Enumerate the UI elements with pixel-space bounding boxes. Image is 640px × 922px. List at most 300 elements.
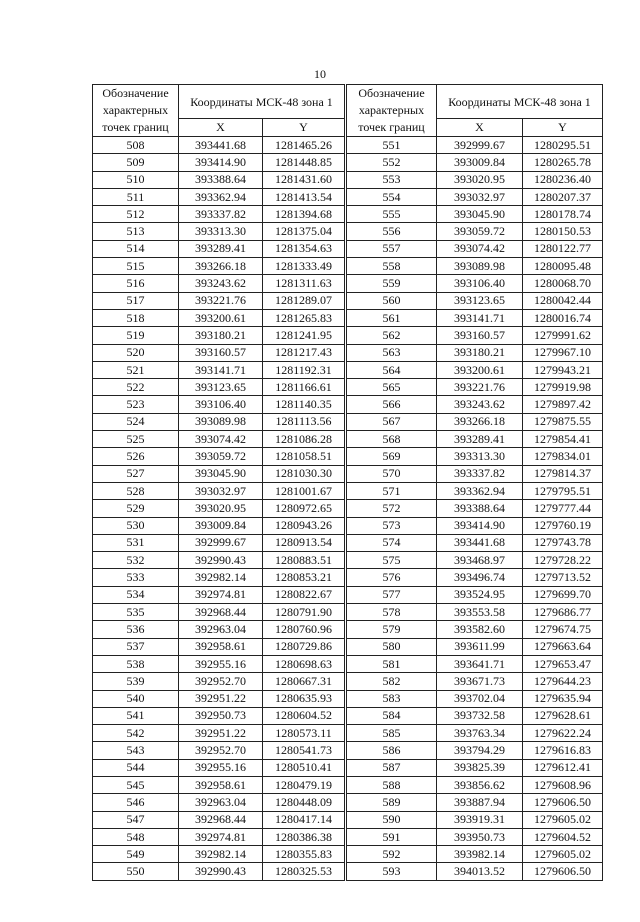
y-coordinate-cell: 1281465.26	[263, 137, 345, 154]
x-coordinate-cell: 392951.22	[179, 690, 263, 707]
point-id-cell: 535	[93, 604, 179, 621]
x-coordinate-cell: 392968.44	[179, 604, 263, 621]
point-id-cell: 564	[347, 361, 437, 378]
y-coordinate-cell: 1279834.01	[523, 448, 603, 465]
table-row	[93, 361, 345, 378]
coordinates-table-right	[346, 84, 603, 881]
x-coordinate-cell: 393289.41	[437, 431, 523, 448]
x-coordinate-cell: 393337.82	[179, 206, 263, 223]
x-coordinate-cell: 393180.21	[179, 327, 263, 344]
y-coordinate-cell: 1279814.37	[523, 465, 603, 482]
table-row	[347, 846, 603, 863]
table-row	[93, 292, 345, 309]
point-id-cell: 572	[347, 500, 437, 517]
point-label-header: Обозначение характерных точек границ	[347, 85, 437, 137]
point-id-cell: 557	[347, 240, 437, 257]
point-id-cell: 577	[347, 586, 437, 603]
y-coordinate-cell: 1281431.60	[263, 171, 345, 188]
point-id-cell: 544	[93, 759, 179, 776]
point-id-cell: 526	[93, 448, 179, 465]
x-coordinate-cell: 393243.62	[179, 275, 263, 292]
y-coordinate-cell: 1281289.07	[263, 292, 345, 309]
point-id-cell: 511	[93, 188, 179, 205]
table-row	[347, 811, 603, 828]
y-coordinate-cell: 1280791.90	[263, 604, 345, 621]
point-id-cell: 513	[93, 223, 179, 240]
table-row	[347, 448, 603, 465]
table-row	[93, 586, 345, 603]
table-row	[93, 258, 345, 275]
y-coordinate-cell: 1281166.61	[263, 379, 345, 396]
point-id-cell: 547	[93, 811, 179, 828]
y-coordinate-cell: 1281058.51	[263, 448, 345, 465]
x-coordinate-cell: 392951.22	[179, 725, 263, 742]
table-row	[93, 482, 345, 499]
point-id-cell: 524	[93, 413, 179, 430]
table-row	[93, 154, 345, 171]
x-coordinate-cell: 393020.95	[179, 500, 263, 517]
table-row	[347, 223, 603, 240]
table-row	[347, 206, 603, 223]
y-column-header: Y	[523, 119, 603, 137]
point-id-cell: 584	[347, 707, 437, 724]
y-coordinate-cell: 1281375.04	[263, 223, 345, 240]
y-coordinate-cell: 1279616.83	[523, 742, 603, 759]
x-coordinate-cell: 393496.74	[437, 569, 523, 586]
point-id-cell: 509	[93, 154, 179, 171]
x-coordinate-cell: 393180.21	[437, 344, 523, 361]
x-coordinate-cell: 393243.62	[437, 396, 523, 413]
y-coordinate-cell: 1281448.85	[263, 154, 345, 171]
point-id-cell: 573	[347, 517, 437, 534]
x-coordinate-cell: 392990.43	[179, 863, 263, 880]
table-row	[93, 846, 345, 863]
point-id-cell: 551	[347, 137, 437, 154]
point-id-cell: 546	[93, 794, 179, 811]
y-coordinate-cell: 1279606.50	[523, 863, 603, 880]
table-row	[93, 534, 345, 551]
table-row	[93, 413, 345, 430]
table-row	[93, 309, 345, 326]
table-row	[347, 500, 603, 517]
table-row	[93, 431, 345, 448]
point-id-cell: 583	[347, 690, 437, 707]
table-row	[347, 828, 603, 845]
x-coordinate-cell: 393266.18	[437, 413, 523, 430]
x-coordinate-cell: 392982.14	[179, 569, 263, 586]
table-row	[347, 379, 603, 396]
y-coordinate-cell: 1280068.70	[523, 275, 603, 292]
point-id-cell: 587	[347, 759, 437, 776]
x-coordinate-cell: 393089.98	[179, 413, 263, 430]
y-coordinate-cell: 1279644.23	[523, 673, 603, 690]
x-coordinate-cell: 393982.14	[437, 846, 523, 863]
table-row	[93, 655, 345, 672]
point-id-cell: 580	[347, 638, 437, 655]
table-row	[347, 569, 603, 586]
x-coordinate-cell: 393160.57	[437, 327, 523, 344]
table-row	[93, 621, 345, 638]
x-coordinate-cell: 392974.81	[179, 586, 263, 603]
table-row	[347, 690, 603, 707]
point-id-cell: 575	[347, 552, 437, 569]
y-coordinate-cell: 1281192.31	[263, 361, 345, 378]
point-id-cell: 578	[347, 604, 437, 621]
table-row	[347, 344, 603, 361]
y-coordinate-cell: 1281140.35	[263, 396, 345, 413]
coord-group-header: Координаты МСК-48 зона 1	[437, 85, 603, 119]
y-coordinate-cell: 1281311.63	[263, 275, 345, 292]
y-coordinate-cell: 1279699.70	[523, 586, 603, 603]
y-coordinate-cell: 1280016.74	[523, 309, 603, 326]
point-id-cell: 593	[347, 863, 437, 880]
point-id-cell: 552	[347, 154, 437, 171]
table-row	[93, 275, 345, 292]
y-column-header: Y	[263, 119, 345, 137]
y-coordinate-cell: 1280635.93	[263, 690, 345, 707]
point-id-cell: 520	[93, 344, 179, 361]
y-coordinate-cell: 1281217.43	[263, 344, 345, 361]
point-id-cell: 518	[93, 309, 179, 326]
x-coordinate-cell: 393020.95	[437, 171, 523, 188]
x-coordinate-cell: 393950.73	[437, 828, 523, 845]
point-id-cell: 529	[93, 500, 179, 517]
table-row	[93, 776, 345, 793]
x-coordinate-cell: 393141.71	[437, 309, 523, 326]
y-coordinate-cell: 1279622.24	[523, 725, 603, 742]
y-coordinate-cell: 1281241.95	[263, 327, 345, 344]
x-column-header: X	[179, 119, 263, 137]
table-row	[347, 863, 603, 880]
y-coordinate-cell: 1279943.21	[523, 361, 603, 378]
y-coordinate-cell: 1279663.64	[523, 638, 603, 655]
x-coordinate-cell: 393074.42	[179, 431, 263, 448]
table-row	[347, 275, 603, 292]
y-coordinate-cell: 1280913.54	[263, 534, 345, 551]
y-coordinate-cell: 1279728.22	[523, 552, 603, 569]
y-coordinate-cell: 1280265.78	[523, 154, 603, 171]
y-coordinate-cell: 1281113.56	[263, 413, 345, 430]
point-id-cell: 589	[347, 794, 437, 811]
point-id-cell: 514	[93, 240, 179, 257]
y-coordinate-cell: 1279713.52	[523, 569, 603, 586]
point-id-cell: 530	[93, 517, 179, 534]
x-coordinate-cell: 393009.84	[437, 154, 523, 171]
x-column-header: X	[437, 119, 523, 137]
x-coordinate-cell: 393160.57	[179, 344, 263, 361]
point-id-cell: 508	[93, 137, 179, 154]
y-coordinate-cell: 1279795.51	[523, 482, 603, 499]
y-coordinate-cell: 1280853.21	[263, 569, 345, 586]
x-coordinate-cell: 393221.76	[179, 292, 263, 309]
x-coordinate-cell: 393059.72	[437, 223, 523, 240]
x-coordinate-cell: 393441.68	[179, 137, 263, 154]
point-id-cell: 588	[347, 776, 437, 793]
point-id-cell: 528	[93, 482, 179, 499]
y-coordinate-cell: 1280698.63	[263, 655, 345, 672]
point-id-cell: 565	[347, 379, 437, 396]
x-coordinate-cell: 393553.58	[437, 604, 523, 621]
point-id-cell: 558	[347, 258, 437, 275]
point-id-cell: 582	[347, 673, 437, 690]
y-coordinate-cell: 1279991.62	[523, 327, 603, 344]
point-id-cell: 561	[347, 309, 437, 326]
x-coordinate-cell: 392963.04	[179, 794, 263, 811]
table-row	[93, 188, 345, 205]
table-row	[93, 344, 345, 361]
table-row	[347, 171, 603, 188]
x-coordinate-cell: 392968.44	[179, 811, 263, 828]
point-id-cell: 533	[93, 569, 179, 586]
y-coordinate-cell: 1279674.75	[523, 621, 603, 638]
y-coordinate-cell: 1279897.42	[523, 396, 603, 413]
point-id-cell: 549	[93, 846, 179, 863]
table-row	[93, 690, 345, 707]
x-coordinate-cell: 392952.70	[179, 673, 263, 690]
y-coordinate-cell: 1280760.96	[263, 621, 345, 638]
y-coordinate-cell: 1281333.49	[263, 258, 345, 275]
table-row	[347, 465, 603, 482]
y-coordinate-cell: 1280355.83	[263, 846, 345, 863]
point-id-cell: 559	[347, 275, 437, 292]
point-id-cell: 523	[93, 396, 179, 413]
x-coordinate-cell: 393032.97	[179, 482, 263, 499]
point-id-cell: 567	[347, 413, 437, 430]
point-id-cell: 536	[93, 621, 179, 638]
point-id-cell: 553	[347, 171, 437, 188]
point-id-cell: 590	[347, 811, 437, 828]
table-row	[347, 725, 603, 742]
y-coordinate-cell: 1281001.67	[263, 482, 345, 499]
table-row	[93, 500, 345, 517]
y-coordinate-cell: 1280943.26	[263, 517, 345, 534]
table-row	[93, 828, 345, 845]
y-coordinate-cell: 1279760.19	[523, 517, 603, 534]
point-id-cell: 586	[347, 742, 437, 759]
x-coordinate-cell: 393200.61	[179, 309, 263, 326]
y-coordinate-cell: 1279686.77	[523, 604, 603, 621]
y-coordinate-cell: 1280541.73	[263, 742, 345, 759]
x-coordinate-cell: 393074.42	[437, 240, 523, 257]
table-row	[93, 465, 345, 482]
y-coordinate-cell: 1279605.02	[523, 846, 603, 863]
y-coordinate-cell: 1280604.52	[263, 707, 345, 724]
y-coordinate-cell: 1279777.44	[523, 500, 603, 517]
point-label-header: Обозначение характерных точек границ	[93, 85, 179, 137]
x-coordinate-cell: 393414.90	[437, 517, 523, 534]
table-row	[347, 482, 603, 499]
table-row	[93, 569, 345, 586]
point-id-cell: 574	[347, 534, 437, 551]
table-row	[93, 448, 345, 465]
table-row	[93, 759, 345, 776]
point-id-cell: 517	[93, 292, 179, 309]
point-id-cell: 519	[93, 327, 179, 344]
table-row	[347, 534, 603, 551]
x-coordinate-cell: 393611.99	[437, 638, 523, 655]
y-coordinate-cell: 1280042.44	[523, 292, 603, 309]
x-coordinate-cell: 392999.67	[179, 534, 263, 551]
y-coordinate-cell: 1280729.86	[263, 638, 345, 655]
y-coordinate-cell: 1279919.98	[523, 379, 603, 396]
y-coordinate-cell: 1279606.50	[523, 794, 603, 811]
point-id-cell: 545	[93, 776, 179, 793]
x-coordinate-cell: 392974.81	[179, 828, 263, 845]
table-row	[93, 707, 345, 724]
table-row	[347, 621, 603, 638]
point-id-cell: 541	[93, 707, 179, 724]
y-coordinate-cell: 1280573.11	[263, 725, 345, 742]
y-coordinate-cell: 1279653.47	[523, 655, 603, 672]
x-coordinate-cell: 393468.97	[437, 552, 523, 569]
table-row	[93, 137, 345, 154]
x-coordinate-cell: 393582.60	[437, 621, 523, 638]
x-coordinate-cell: 393141.71	[179, 361, 263, 378]
point-id-cell: 591	[347, 828, 437, 845]
x-coordinate-cell: 393032.97	[437, 188, 523, 205]
table-row	[347, 673, 603, 690]
x-coordinate-cell: 393313.30	[437, 448, 523, 465]
x-coordinate-cell: 392955.16	[179, 759, 263, 776]
point-id-cell: 562	[347, 327, 437, 344]
table-row	[347, 742, 603, 759]
x-coordinate-cell: 394013.52	[437, 863, 523, 880]
table-row	[93, 327, 345, 344]
point-id-cell: 512	[93, 206, 179, 223]
point-id-cell: 555	[347, 206, 437, 223]
table-row	[347, 604, 603, 621]
y-coordinate-cell: 1279854.41	[523, 431, 603, 448]
point-id-cell: 527	[93, 465, 179, 482]
y-coordinate-cell: 1280417.14	[263, 811, 345, 828]
y-coordinate-cell: 1280236.40	[523, 171, 603, 188]
point-id-cell: 515	[93, 258, 179, 275]
table-row	[93, 206, 345, 223]
point-id-cell: 566	[347, 396, 437, 413]
y-coordinate-cell: 1279608.96	[523, 776, 603, 793]
point-id-cell: 563	[347, 344, 437, 361]
x-coordinate-cell: 393106.40	[179, 396, 263, 413]
x-coordinate-cell: 393732.58	[437, 707, 523, 724]
y-coordinate-cell: 1280178.74	[523, 206, 603, 223]
y-coordinate-cell: 1279875.55	[523, 413, 603, 430]
point-id-cell: 510	[93, 171, 179, 188]
table-row	[93, 638, 345, 655]
x-coordinate-cell: 392955.16	[179, 655, 263, 672]
x-coordinate-cell: 393045.90	[179, 465, 263, 482]
y-coordinate-cell: 1279967.10	[523, 344, 603, 361]
table-row	[93, 379, 345, 396]
table-row	[347, 638, 603, 655]
x-coordinate-cell: 393856.62	[437, 776, 523, 793]
x-coordinate-cell: 393289.41	[179, 240, 263, 257]
point-id-cell: 554	[347, 188, 437, 205]
point-id-cell: 548	[93, 828, 179, 845]
x-coordinate-cell: 392963.04	[179, 621, 263, 638]
x-coordinate-cell: 393887.94	[437, 794, 523, 811]
y-coordinate-cell: 1280448.09	[263, 794, 345, 811]
point-id-cell: 542	[93, 725, 179, 742]
y-coordinate-cell: 1279635.94	[523, 690, 603, 707]
point-id-cell: 531	[93, 534, 179, 551]
point-id-cell: 550	[93, 863, 179, 880]
table-row	[93, 863, 345, 880]
y-coordinate-cell: 1279605.02	[523, 811, 603, 828]
x-coordinate-cell: 392950.73	[179, 707, 263, 724]
y-coordinate-cell: 1280095.48	[523, 258, 603, 275]
point-id-cell: 570	[347, 465, 437, 482]
point-id-cell: 571	[347, 482, 437, 499]
table-row	[347, 154, 603, 171]
table-row	[347, 137, 603, 154]
point-id-cell: 560	[347, 292, 437, 309]
y-coordinate-cell: 1280479.19	[263, 776, 345, 793]
table-row	[347, 188, 603, 205]
table-row	[347, 309, 603, 326]
point-id-cell: 539	[93, 673, 179, 690]
x-coordinate-cell: 393702.04	[437, 690, 523, 707]
x-coordinate-cell: 393123.65	[437, 292, 523, 309]
point-id-cell: 516	[93, 275, 179, 292]
table-row	[347, 794, 603, 811]
x-coordinate-cell: 393671.73	[437, 673, 523, 690]
point-id-cell: 521	[93, 361, 179, 378]
point-id-cell: 556	[347, 223, 437, 240]
y-coordinate-cell: 1281086.28	[263, 431, 345, 448]
table-row	[347, 431, 603, 448]
x-coordinate-cell: 393045.90	[437, 206, 523, 223]
y-coordinate-cell: 1281413.54	[263, 188, 345, 205]
table-row	[93, 240, 345, 257]
y-coordinate-cell: 1280122.77	[523, 240, 603, 257]
point-id-cell: 532	[93, 552, 179, 569]
x-coordinate-cell: 393362.94	[437, 482, 523, 499]
point-id-cell: 592	[347, 846, 437, 863]
x-coordinate-cell: 393441.68	[437, 534, 523, 551]
y-coordinate-cell: 1281265.83	[263, 309, 345, 326]
y-coordinate-cell: 1280822.67	[263, 586, 345, 603]
point-id-cell: 585	[347, 725, 437, 742]
x-coordinate-cell: 393763.34	[437, 725, 523, 742]
table-row	[93, 742, 345, 759]
table-row	[347, 361, 603, 378]
table-row	[93, 171, 345, 188]
y-coordinate-cell: 1280207.37	[523, 188, 603, 205]
x-coordinate-cell: 393919.31	[437, 811, 523, 828]
x-coordinate-cell: 392999.67	[437, 137, 523, 154]
coordinates-table-left	[92, 84, 345, 881]
point-id-cell: 525	[93, 431, 179, 448]
y-coordinate-cell: 1280510.41	[263, 759, 345, 776]
y-coordinate-cell: 1281354.63	[263, 240, 345, 257]
y-coordinate-cell: 1280386.38	[263, 828, 345, 845]
y-coordinate-cell: 1279604.52	[523, 828, 603, 845]
x-coordinate-cell: 393388.64	[437, 500, 523, 517]
x-coordinate-cell: 392952.70	[179, 742, 263, 759]
table-row	[347, 552, 603, 569]
x-coordinate-cell: 392958.61	[179, 776, 263, 793]
point-id-cell: 538	[93, 655, 179, 672]
x-coordinate-cell: 393059.72	[179, 448, 263, 465]
y-coordinate-cell: 1280667.31	[263, 673, 345, 690]
y-coordinate-cell: 1280972.65	[263, 500, 345, 517]
y-coordinate-cell: 1281394.68	[263, 206, 345, 223]
point-id-cell: 579	[347, 621, 437, 638]
point-id-cell: 576	[347, 569, 437, 586]
x-coordinate-cell: 392990.43	[179, 552, 263, 569]
table-row	[347, 258, 603, 275]
x-coordinate-cell: 393362.94	[179, 188, 263, 205]
